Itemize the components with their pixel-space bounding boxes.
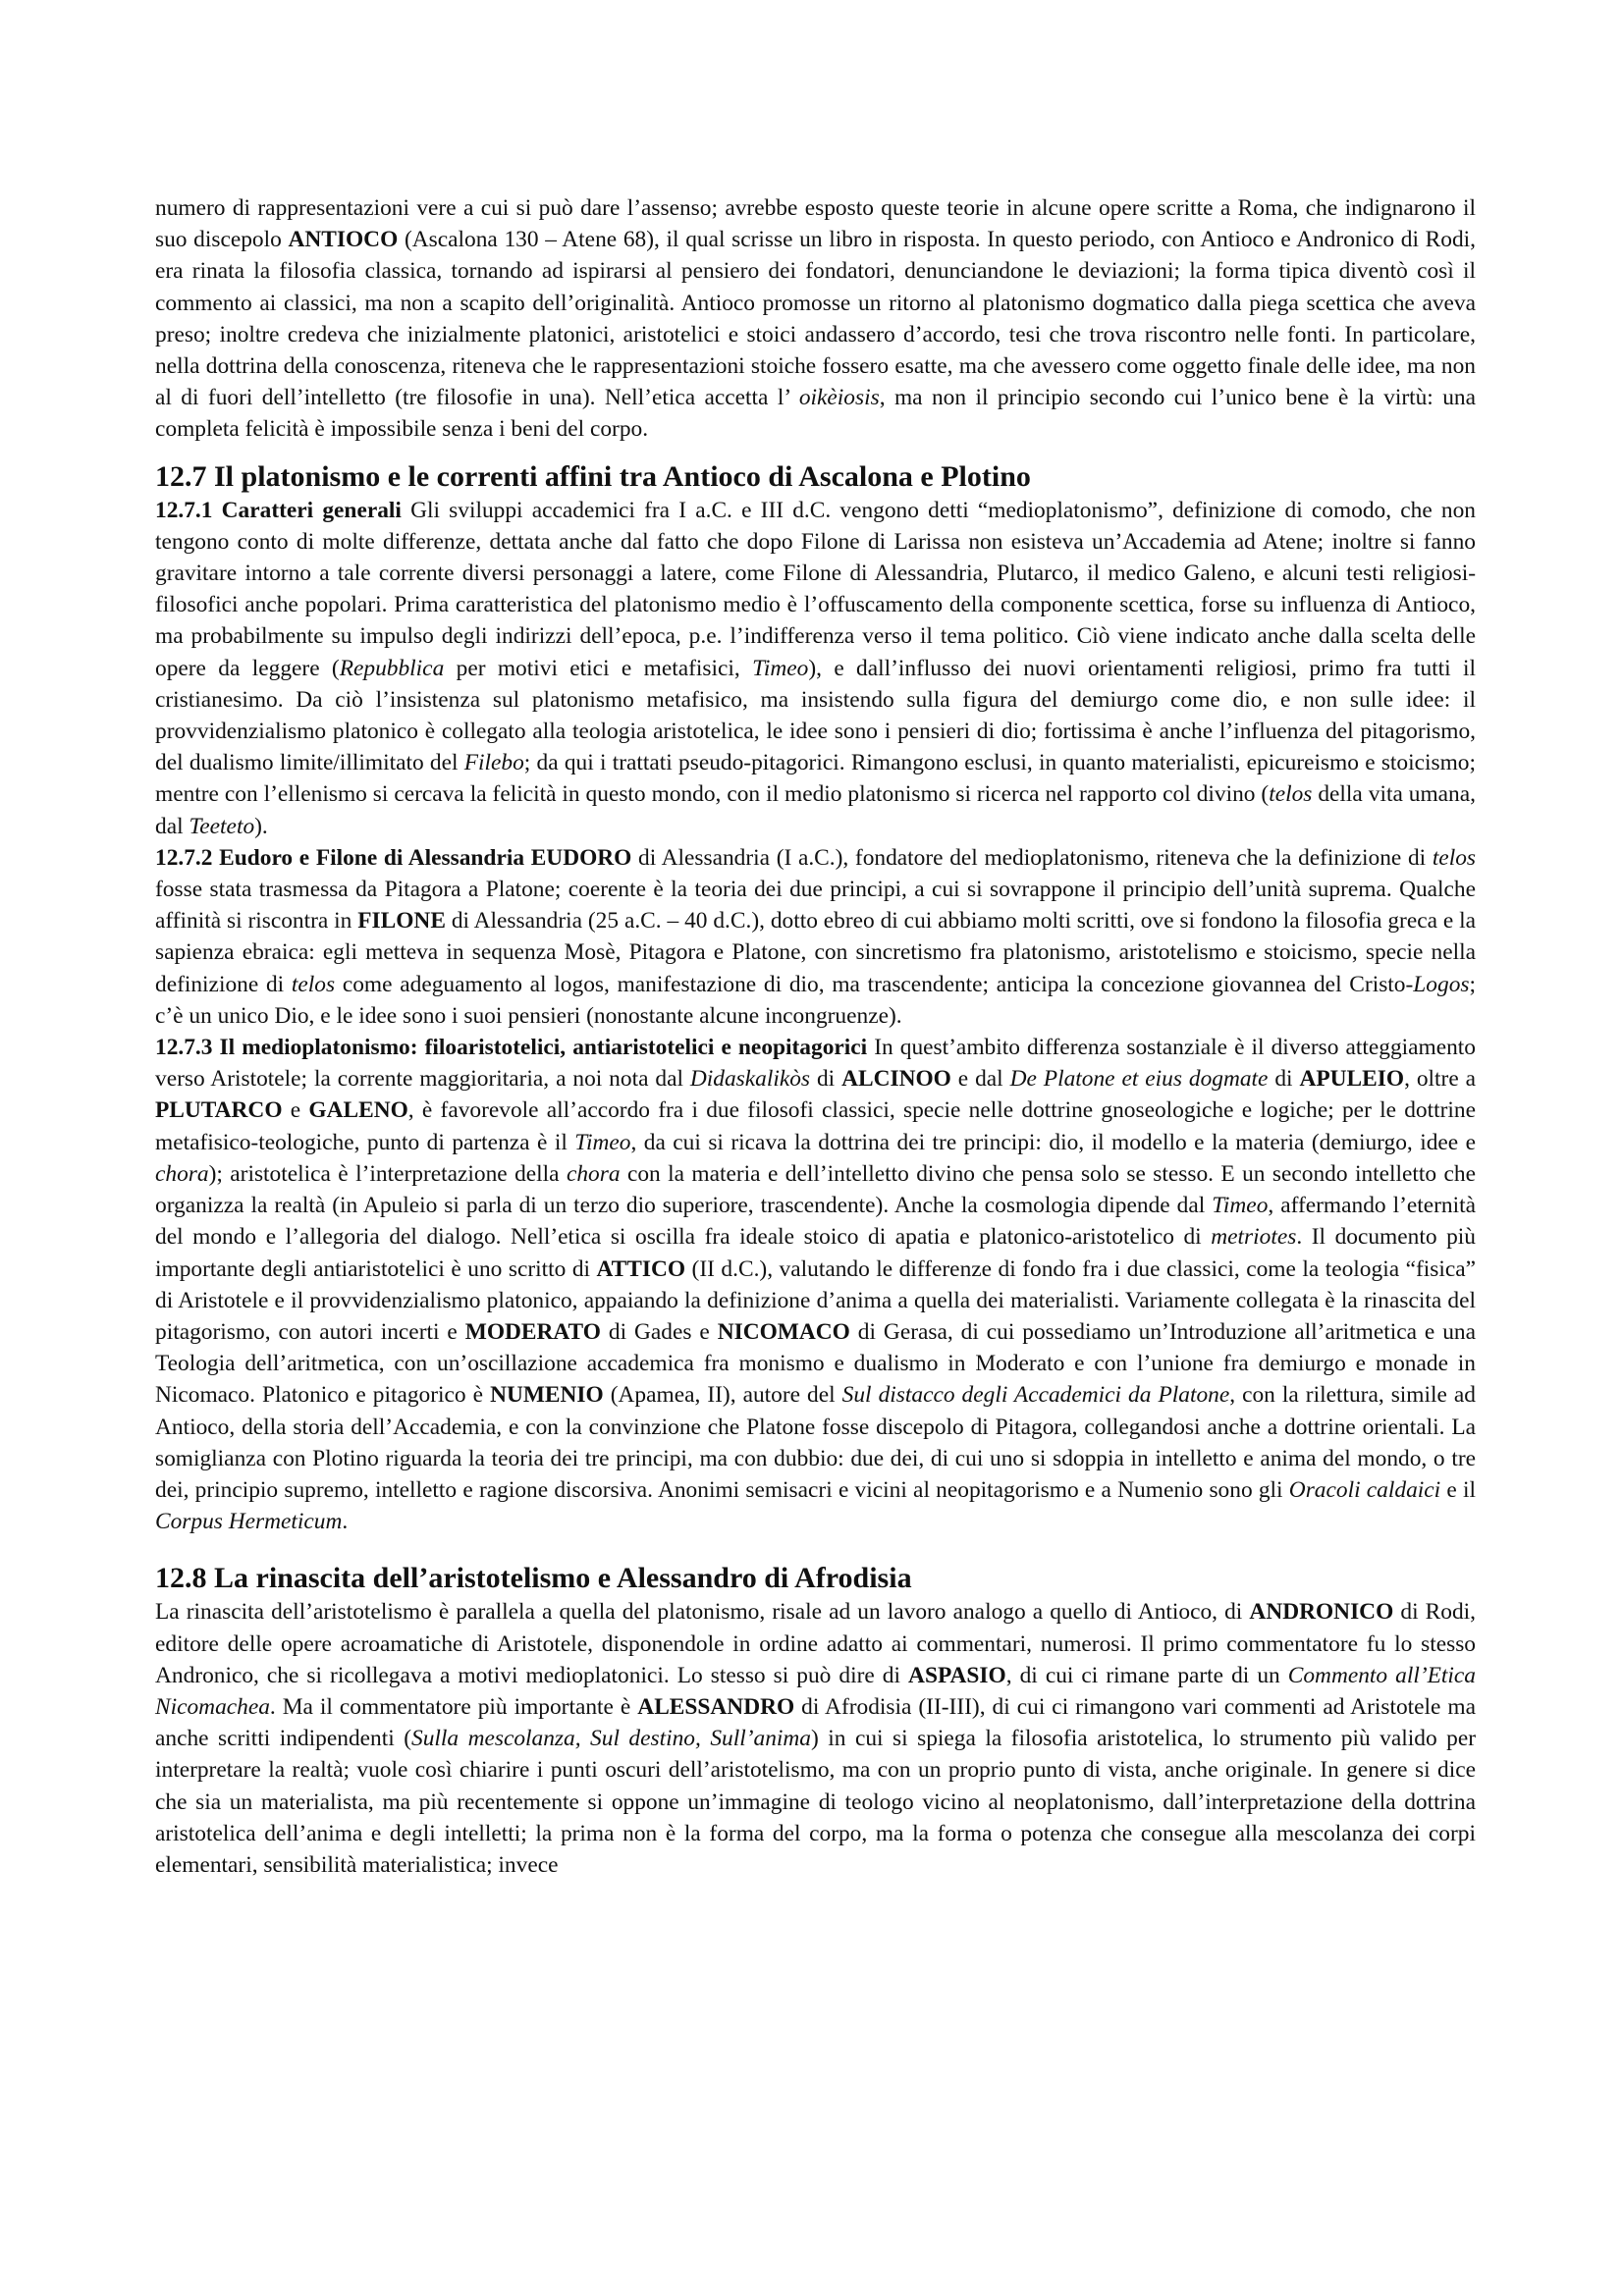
- paragraph-12-8: La rinascita dell’aristotelismo è parallela a quella del platonismo, risale ad un lavoro analogo a quello di Antioco, di ANDRONICO di Rodi, editore delle opere acroamatiche di Aristotele, disponendole in ordine adatto ai commentari, numerosi. Il primo commentatore fu lo stesso Andronico, che si ricollegava a motivi medioplatonici. Lo stesso si può dire di ASPASIO, di cui ci rimane parte di un Commento all’Etica Nicomachea. Ma il commentatore più importante è ALESSANDRO di Afrodisia (II-III), di cui ci rimangono vari commenti ad Aristotele ma anche scritti indipendenti (Sulla mescolanza, Sul destino, Sull’anima) in cui si spiega la filosofia aristotelica, lo strumento più valido per interpretare la realtà; vuole così chiarire i punti oscuri dell’aristotelismo, ma con un proprio punto di vista, anche originale. In genere si dice che sia un materialista, ma più recentemente si oppone un’immagine di teologo vicino al neoplatonismo, dall’interpretazione della dottrina aristotelica dell’anima e degli intelletti; la prima non è la forma del corpo, ma la forma o potenza che consegue alla mescolanza dei corpi elementari, sensibilità materialistica; invece: [155, 1599, 1477, 1878]
- paragraph-12-7-2: 12.7.2 Eudoro e Filone di Alessandria EUDORO di Alessandria (I a.C.), fondatore del medioplatonismo, riteneva che la definizione di telos fosse stata trasmessa da Pitagora a Platone; coerente è la teoria dei due principi, a cui si sovrappone il principio dell’unità suprema. Qualche affinità si riscontra in FILONE di Alessandria (25 a.C. – 40 d.C.), dotto ebreo di cui abbiamo molti scritti, ove si fondono la filosofia greca e la sapienza ebraica: egli metteva in sequenza Mosè, Pitagora e Platone, con sincretismo fra platonismo, aristotelismo e stoicismo, specie nella definizione di telos come adeguamento al logos, manifestazione di dio, ma trascendente; anticipa la concezione giovannea del Cristo-Logos; c’è un unico Dio, e le idee sono i suoi pensieri (nonostante alcune incongruenze).: [155, 844, 1476, 1029]
- subsection-label: 12.7.1 Caratteri generali: [155, 497, 402, 523]
- subsection-label: 12.7.2 Eudoro e Filone di Alessandria: [155, 844, 525, 871]
- subsection-label: 12.7.3 Il medioplatonismo: filoaristotelici, antiaristotelici e neopitagorici: [155, 1035, 868, 1061]
- section-heading-12-8: 12.8 La rinascita dell’aristotelismo e Alessandro di Afrodisia: [155, 1562, 912, 1595]
- name-apuleio: APULEIO: [1299, 1066, 1405, 1093]
- name-attico: ATTICO: [596, 1255, 686, 1282]
- name-numenio: NUMENIO: [490, 1382, 604, 1409]
- name-filone: FILONE: [357, 908, 446, 934]
- name-galeno: GALENO: [308, 1097, 408, 1124]
- document-page: [155, 192, 1476, 1881]
- name-plutarco: PLUTARCO: [155, 1097, 283, 1124]
- name-andronico: ANDRONICO: [1249, 1599, 1394, 1626]
- name-nicomaco: NICOMACO: [717, 1318, 850, 1345]
- name-alcinoo: ALCINOO: [841, 1066, 951, 1093]
- section-heading-12-7: 12.7 Il platonismo e le correnti affini tra Antioco di Ascalona e Plotino: [155, 459, 1031, 493]
- name-antioco: ANTIOCO: [288, 227, 399, 253]
- name-eudoro: EUDORO: [530, 844, 632, 871]
- paragraph-intro: numero di rappresentazioni vere a cui si può dare l’assenso; avrebbe esposto queste teorie in alcune opere scritte a Roma, che indignarono il suo discepolo ANTIOCO (Ascalona 130 – Atene 68), il qual scrisse un libro in risposta. In questo periodo, con Antioco e Andronico di Rodi, era rinata la filosofia classica, tornando ad ispirarsi al pensiero dei fondatori, denunciandone le deviazioni; la forma tipica diventò così il commento ai classici, ma non a scapito dell’originalità. Antioco promosse un ritorno al platonismo dogmatico dalla piega scettica che aveva preso; inoltre credeva che inizialmente platonici, aristotelici e stoici andassero d’accordo, tesi che trova riscontro nelle fonti. In particolare, nella dottrina della conoscenza, riteneva che le rappresentazioni stoiche fossero esatte, ma che avessero come oggetto finale delle idee, ma non al di fuori dell’intelletto (tre filosofie in una). Nell’etica accetta l’ oikèiosis, ma non il principio secondo cui l’unico bene è la virtù: una completa felicità è impossibile senza i beni del corpo.: [155, 195, 1476, 443]
- name-alessandro: ALESSANDRO: [637, 1693, 795, 1720]
- name-moderato: MODERATO: [464, 1318, 601, 1345]
- paragraph-12-7-3: 12.7.3 Il medioplatonismo: filoaristotelici, antiaristotelici e neopitagorici In quest’ambito differenza sostanziale è il diverso atteggiamento verso Aristotele; la corrente maggioritaria, a noi nota dal Didaskalikòs di ALCINOO e dal De Platone et eius dogmate di APULEIO, oltre a PLUTARCO e GALENO, è favorevole all’accordo fra i due filosofi classici, specie nelle dottrine gnoseologiche e logiche; per le dottrine metafisico-teologiche, punto di partenza è il Timeo, da cui si ricava la dottrina dei tre principi: dio, il modello e la materia (demiurgo, idee e chora); aristotelica è l’interpretazione della chora con la materia e dell’intelletto divino che pensa solo se stesso. E un secondo intelletto che organizza la realtà (in Apuleio si parla di un terzo dio superiore, trascendente). Anche la cosmologia dipende dal Timeo, affermando l’eternità del mondo e l’allegoria del dialogo. Nell’etica si oscilla fra ideale stoico di apatia e platonico-aristotelico di metriotes. Il documento più importante degli antiaristotelici è uno scritto di ATTICO (II d.C.), valutando le differenze di fondo fra i due classici, come la teologia “fisica” di Aristotele e il provvidenzialismo platonico, appaiando la definizione d’anima a quella dei materialisti. Variamente collegata è la rinascita del pitagorismo, con autori incerti e MODERATO di Gades e NICOMACO di Gerasa, di cui possediamo un’Introduzione all’aritmetica e una Teologia dell’aritmetica, con un’oscillazione accademica fra monismo e dualismo in Moderato e con l’unione fra demiurgo e monade in Nicomaco. Platonico e pitagorico è NUMENIO (Apamea, II), autore del Sul distacco degli Accademici da Platone, con la rilettura, simile ad Antioco, della storia dell’Accademia, e con la convinzione che Platone fosse discepolo di Pitagora, collegandosi anche a dottrine orientali. La somiglianza con Plotino riguarda la teoria dei tre principi, ma con dubbio: due dei, di cui uno si sdoppia in intelletto e anima del mondo, o tre dei, principio supremo, intelletto e ragione discorsiva. Anonimi semisacri e vicini al neopitagorismo e a Numenio sono gli Oracoli caldaici e il Corpus Hermeticum.: [155, 1035, 1477, 1535]
- paragraph-12-7-1: 12.7.1 Caratteri generali Gli sviluppi accademici fra I a.C. e III d.C. vengono detti “medioplatonismo”, definizione di comodo, che non tengono conto di molte differenze, dettata anche dal fatto che dopo Filone di Larissa non esisteva un’Accademia ad Atene; inoltre si fanno gravitare intorno a tale corrente diversi personaggi a latere, come Filone di Alessandria, Plutarco, il medico Galeno, e alcuni testi religiosi-filosofici anche popolari. Prima caratteristica del platonismo medio è l’offuscamento della componente scettica, forse su influenza di Antioco, ma probabilmente su impulso degli indirizzi dell’epoca, p.e. l’indifferenza verso il tema politico. Ciò viene indicato anche dalla scelta delle opere da leggere (Repubblica per motivi etici e metafisici, Timeo), e dall’influsso dei nuovi orientamenti religiosi, primo fra tutti il cristianesimo. Da ciò l’insistenza sul platonismo metafisico, ma insistendo sulla figura del demiurgo come dio, e non sulle idee: il provvidenzialismo platonico è collegato alla teologia aristotelica, le idee sono i pensieri di dio; fortissima è anche l’influenza del pitagorismo, del dualismo limite/illimitato del Filebo; da qui i trattati pseudo-pitagorici. Rimangono esclusi, in quanto materialisti, epicureismo e stoicismo; mentre con l’ellenismo si cercava la felicità in questo mondo, con il medio platonismo si ricerca nel rapporto col divino (telos della vita umana, dal Teeteto).: [155, 497, 1477, 839]
- name-aspasio: ASPASIO: [908, 1662, 1006, 1688]
